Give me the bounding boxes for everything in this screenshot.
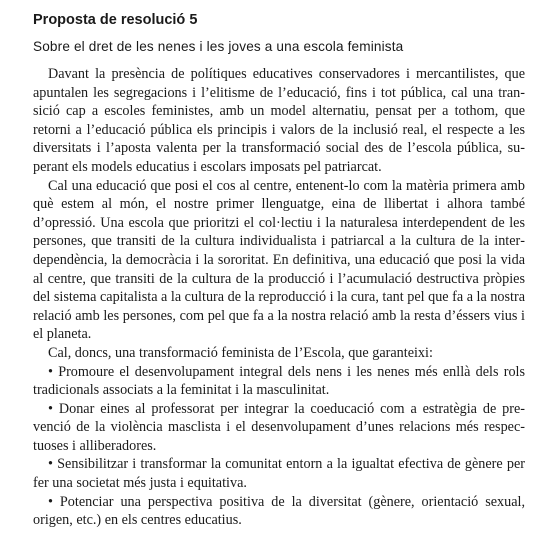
document-page (33, 10, 525, 530)
list-item (33, 493, 525, 530)
body-text (33, 65, 525, 530)
bullet-icon: • (48, 363, 53, 380)
section-subtitle: Sobre el dret de les nenes i les joves a una escola feminista (33, 39, 404, 54)
list-item-text: Sensibilitzar i transformar la comunitat entorn a la igualtat efectiva de gènere per fer una societat més justa i equitativa. (33, 456, 525, 492)
list-item-text: Potenciar una perspectiva positiva de la diversitat (gènere, orientació sexual, origen, etc.) en els centres educatius. (33, 493, 525, 529)
paragraph-context: Davant la presència de polítiques educatives conservadores i mercantilistes, que apuntalen les segregacions i l’elitisme de l’educació, fins i tot pública, cal una transició cap a escoles feministes, amb un model alternatiu, pensat per a tothom, que retorni a l’educació pública els principis i valors de la inclusió real, el respecte a les diversitats i l’aposta valenta per la transformació social des de l’escola pública, superant els models educatius i escolars imposats pel patriarcat. (33, 66, 525, 175)
bullet-icon: • (48, 456, 53, 473)
list-item (33, 455, 525, 492)
list-item-text: Promoure el desenvolupament integral dels nens i les nenes més enllà dels rols tradicionals associats a la feminitat i la masculinitat. (33, 363, 526, 399)
bullet-icon: • (48, 400, 53, 417)
bullet-icon: • (48, 493, 53, 510)
section-title: Proposta de resolució 5 (33, 12, 198, 28)
list-item (33, 363, 525, 400)
paragraph-proposal: Cal una educació que posi el cos al centre, entenent-lo com la matèria primera amb què estem al món, el nostre primer llenguatge, eina de llibertat i alhora també d’opressió. Una escola que prioritzi el col·lectiu i la naturalesa interdependent de les persones, que transiti de la cultura individualista i patriarcal a la cultura de la interdependència, la democràcia i la sororitat. En definitiva, una educació que posi la vida al centre, que transiti de la cultura de la producció i l’acumulació destructiva pròpies del sistema capitalista a la cultura de la reproducció i la cura, tant pel que fa a la nostra relació amb les persones, com pel que fa a la nostra relació amb la resta d’éssers vius i el planeta. (33, 177, 526, 343)
guarantees-list (33, 363, 525, 530)
list-item (33, 400, 525, 456)
paragraph-intro-list: Cal, doncs, una transformació feminista de l’Escola, que garanteixi: (48, 344, 433, 361)
list-item-text: Donar eines al professorat per integrar la coeducació com a estratègia de prevenció de la violència masclista i el desenvolupament d’unes relacions més respectuoses i alliberadores. (33, 400, 525, 454)
